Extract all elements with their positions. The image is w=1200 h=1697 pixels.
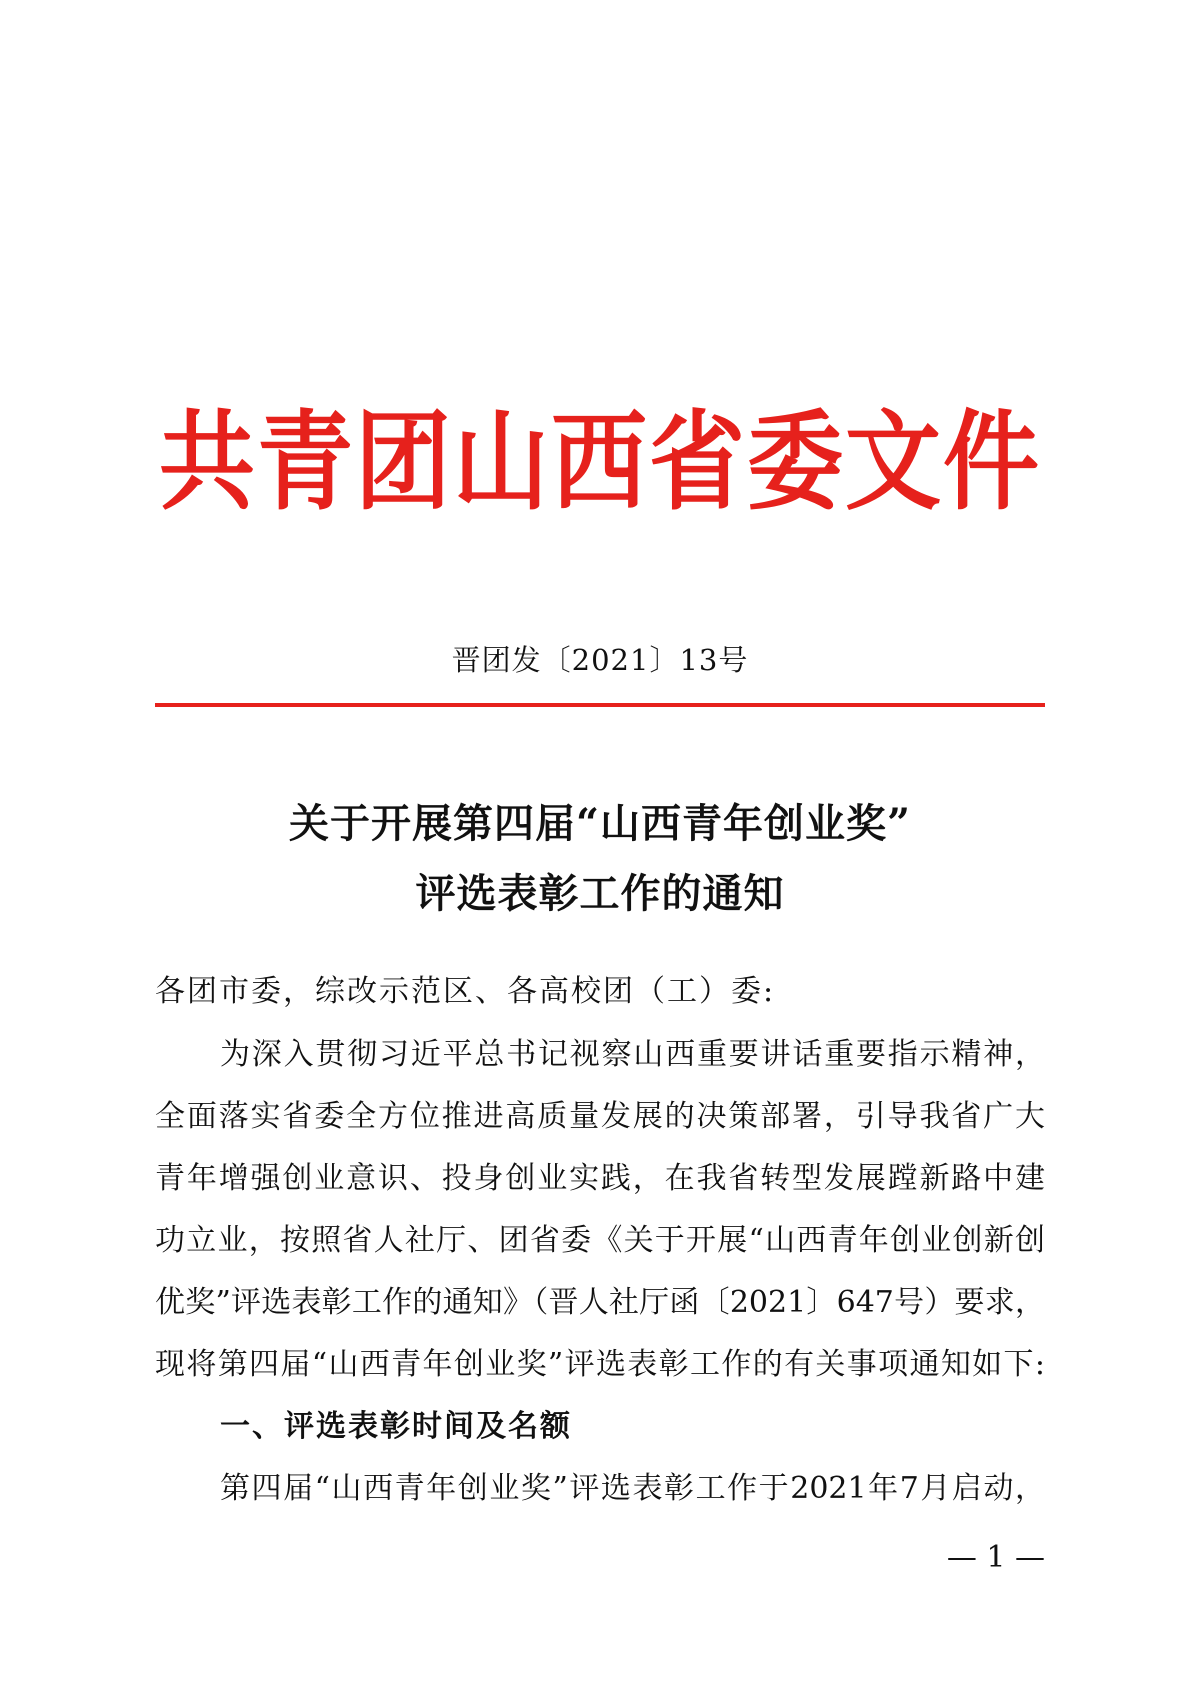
- paragraph-line: 全面落实省委全方位推进高质量发展的决策部署，引导我省广大: [155, 1099, 1045, 1134]
- paragraph-line: 第四届“山西青年创业奖”评选表彰工作于2021年7月启动，: [220, 1471, 1045, 1506]
- masthead-title: 共青团山西省委文件: [159, 399, 1041, 525]
- paragraph-line: 优奖”评选表彰工作的通知》（晋人社厅函〔2021〕647号）要求，: [155, 1285, 1045, 1320]
- paragraph-line: 功立业，按照省人社厅、团省委《关于开展“山西青年创业创新创: [155, 1223, 1045, 1258]
- salutation: 各团市委，综改示范区、各高校团（工）委:: [155, 974, 776, 1009]
- paragraph-line: 现将第四届“山西青年创业奖”评选表彰工作的有关事项通知如下:: [155, 1347, 1045, 1382]
- notice-title-line-2: 评选表彰工作的通知: [415, 870, 785, 917]
- paragraph-line: 为深入贯彻习近平总书记视察山西重要讲话重要指示精神，: [220, 1037, 1045, 1072]
- page-number: — 1 —: [946, 1540, 1045, 1575]
- section-heading: 一、评选表彰时间及名额: [220, 1409, 572, 1444]
- document-number: 晋团发〔2021〕13号: [451, 643, 749, 677]
- notice-title-line-1: 关于开展第四届“山西青年创业奖”: [288, 800, 911, 847]
- paragraph-line: 青年增强创业意识、投身创业实践，在我省转型发展蹚新路中建: [155, 1161, 1045, 1196]
- red-divider-line: [155, 703, 1045, 707]
